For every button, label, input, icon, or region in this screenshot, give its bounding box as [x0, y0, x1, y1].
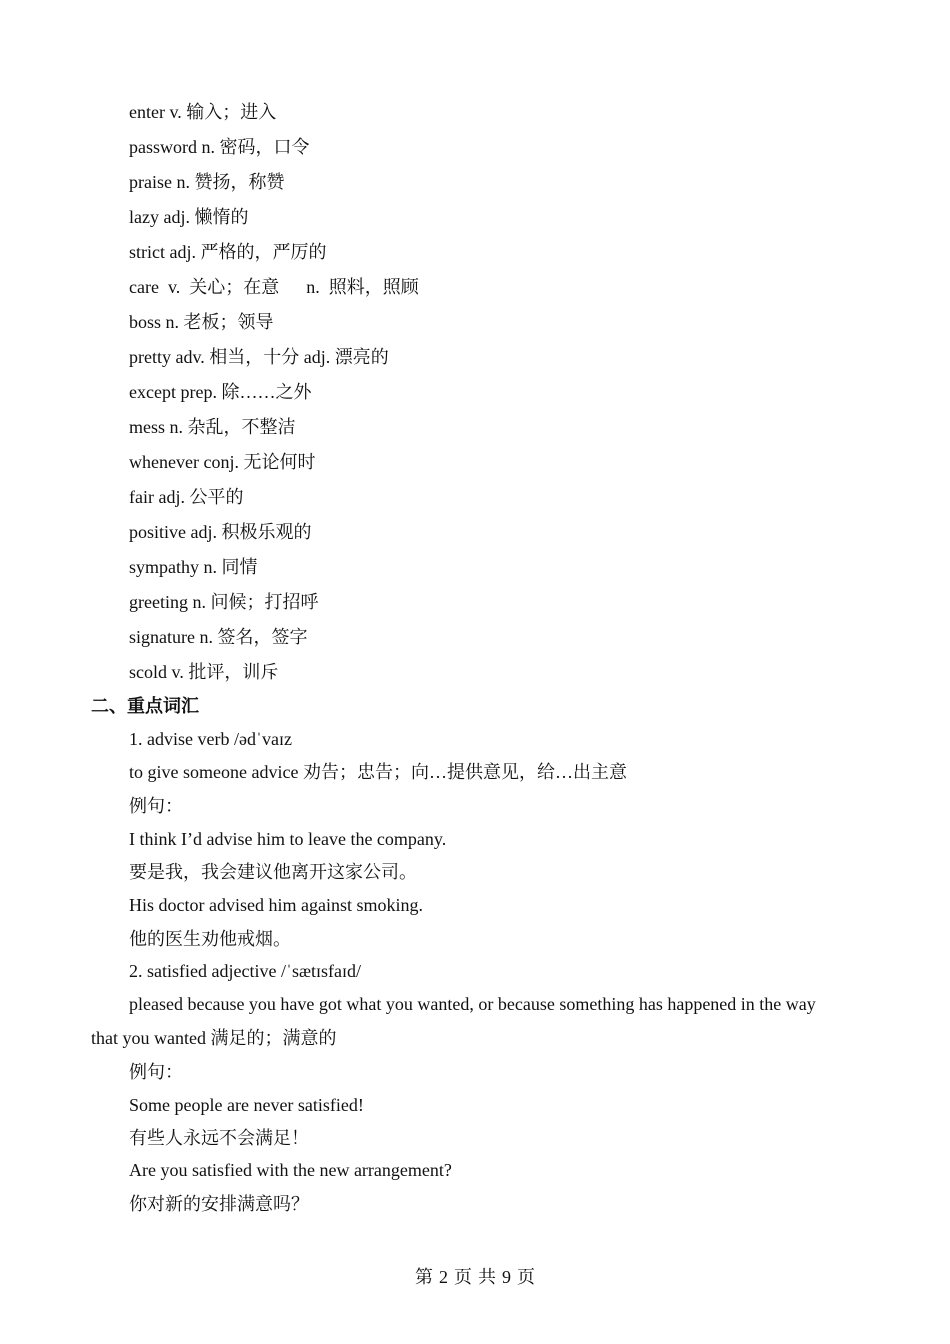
- entry-headword: 2. satisfied adjective /ˈsætɪsfaɪd/: [129, 961, 361, 981]
- entry-definition-continued: that you wanted 满足的；满意的: [91, 1028, 337, 1048]
- page-footer: [0, 1266, 950, 1288]
- vocab-item: positive adj. 积极乐观的: [129, 522, 312, 542]
- example-sentence-en: His doctor advised him against smoking.: [129, 895, 423, 915]
- vocab-item: signature n. 签名，签字: [129, 627, 308, 647]
- vocab-item: greeting n. 问候；打招呼: [129, 592, 319, 612]
- example-label: 例句：: [129, 1062, 183, 1082]
- vocab-item: whenever conj. 无论何时: [129, 452, 316, 472]
- vocab-item: strict adj. 严格的，严厉的: [129, 242, 327, 262]
- example-sentence-en: I think I’d advise him to leave the company.: [129, 829, 447, 849]
- vocab-item: mess n. 杂乱，不整洁: [129, 417, 296, 437]
- entry-definition: to give someone advice 劝告；忠告；向…提供意见，给…出主意: [129, 762, 627, 782]
- entry-headword: 1. advise verb /ədˈvaɪz: [129, 729, 292, 749]
- footer-page-number: 2: [439, 1267, 448, 1287]
- example-sentence-zh: 你对新的安排满意吗？: [129, 1194, 309, 1214]
- vocab-item: pretty adv. 相当，十分 adj. 漂亮的: [129, 347, 389, 367]
- vocab-item: password n. 密码，口令: [129, 137, 310, 157]
- vocab-item: sympathy n. 同情: [129, 557, 258, 577]
- example-sentence-zh: 有些人永远不会满足！: [129, 1128, 309, 1148]
- example-sentence-en: Some people are never satisfied!: [129, 1095, 364, 1115]
- vocab-item: enter v. 输入；进入: [129, 102, 277, 122]
- footer-ye2: 页: [517, 1267, 535, 1287]
- vocab-item: lazy adj. 懒惰的: [129, 207, 249, 227]
- vocab-item: praise n. 赞扬，称赞: [129, 172, 285, 192]
- example-sentence-en: Are you satisfied with the new arrangement?: [129, 1160, 452, 1180]
- vocab-item: care v. 关心；在意 n. 照料，照顾: [129, 277, 419, 297]
- entry-definition: pleased because you have got what you wanted, or because something has happened in the way: [129, 994, 816, 1014]
- vocab-item: boss n. 老板；领导: [129, 312, 274, 332]
- vocab-item: scold v. 批评，训斥: [129, 662, 279, 682]
- section-heading: 二、重点词汇: [91, 696, 199, 716]
- footer-ye: 页: [454, 1267, 472, 1287]
- example-label: 例句：: [129, 796, 183, 816]
- footer-di: 第: [415, 1267, 433, 1287]
- example-sentence-zh: 他的医生劝他戒烟。: [129, 929, 291, 949]
- footer-total-pages: 9: [502, 1267, 511, 1287]
- vocab-item: fair adj. 公平的: [129, 487, 244, 507]
- footer-gong: 共: [478, 1267, 496, 1287]
- example-sentence-zh: 要是我，我会建议他离开这家公司。: [129, 862, 417, 882]
- vocab-item: except prep. 除……之外: [129, 382, 312, 402]
